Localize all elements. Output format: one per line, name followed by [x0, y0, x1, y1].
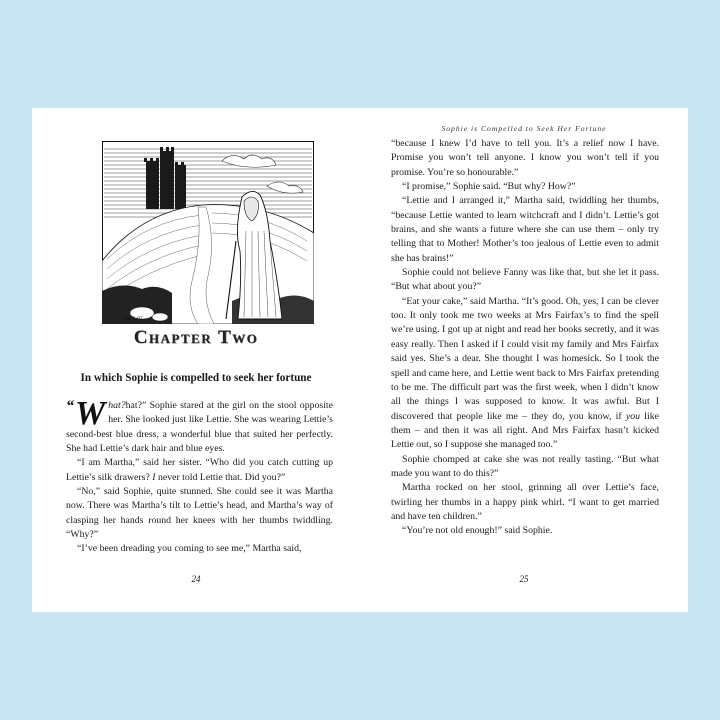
paragraph: “I promise,” Sophie said. “But why? How?” [402, 181, 576, 193]
book-spread [32, 108, 688, 612]
paragraph-text: hat? [108, 400, 126, 411]
right-page [360, 108, 688, 612]
paragraph: “No,” said Sophie, quite stunned. She could see it was Martha now. There was Martha’s tilt to Lettie’s head, and Martha’s way of clasping her hands round her knees with her thumbs twiddling. “Why?” [66, 486, 333, 541]
right-body-text [391, 137, 659, 539]
illustration-signature: JM.C '07 [124, 317, 143, 322]
paragraph: Sophie chomped at cake she was not really tasting. “But what made you want to do this?” [391, 453, 659, 479]
paragraph: “Eat your cake,” said Martha. “It’s good. Oh, yes, I can be clever too. It only took me two weeks at Mrs Fairfax’s to find the spell we’re using. I got up at night and read her books secretly, and it was easy really. Then I asked if I could visit my family and Mrs Fairfax said yes. She’s a dear. She thought I was homesick. So I took the spell and came here, and Lettie went back to Mrs Fairfax pretending to be me. The difficult part was the first week, when I didn’t know all the things I was supposed to know. It was awful. But I discovered that people like me – they do, you know, if you like them – and then it was all right. And Mrs Fairfax hasn’t kicked Lettie out, so I suppose she managed too.” [391, 295, 660, 451]
left-body-text [66, 395, 333, 557]
chapter-illustration [102, 141, 314, 324]
paragraph: “Lettie and I arranged it,” Martha said, twiddling her thumbs, “because Lettie wanted to learn witchcraft and I didn’t. Lettie’s got brains, and she wants a future where she can use them – only try telling that to Mother! Mother’s too jealous of Lettie even to admit she has brains!” [391, 195, 659, 264]
paragraph: Martha rocked on her stool, grinning all over Lettie’s face, twirling her thumbs in a happy pink whirl. “I want to get married and have ten children.” [391, 482, 659, 522]
paragraph [66, 395, 333, 456]
chapter-subtitle: In which Sophie is compelled to seek her fortune [80, 372, 312, 384]
chapter-title: Chapter Two [133, 327, 259, 348]
running-head: Sophie is Compelled to Seek Her Fortune [441, 124, 607, 133]
page-number-right: 25 [519, 574, 529, 584]
left-page [32, 108, 360, 612]
paragraph: “because I knew I’d have to tell you. It’s a relief now I have. Promise you won’t tell anyone. I know you won’t tell if you promise. You’re so honourable.” [391, 138, 659, 178]
page-number-left: 24 [191, 574, 201, 584]
paragraph: Sophie could not believe Fanny was like that, but she let it pass. “But what about you?” [391, 267, 659, 293]
paragraph-text: hat?” Sophie stared at the girl on the stool opposite her. She looked just like Lettie. She was wearing Lettie’s second-best blue dress, a wonderful blue that suited her perfectly. She had Lettie’s dark hair and blue eyes. [66, 400, 333, 455]
drop-cap: “W [66, 395, 106, 432]
paragraph: “I am Martha,” said her sister. “Who did you catch cutting up Lettie’s silk drawers? I never told Lettie that. Did you?” [66, 457, 333, 483]
paragraph: “You’re not old enough!” said Sophie. [402, 525, 553, 537]
paragraph: “I’ve been dreading you coming to see me,” Martha said, [77, 543, 302, 555]
